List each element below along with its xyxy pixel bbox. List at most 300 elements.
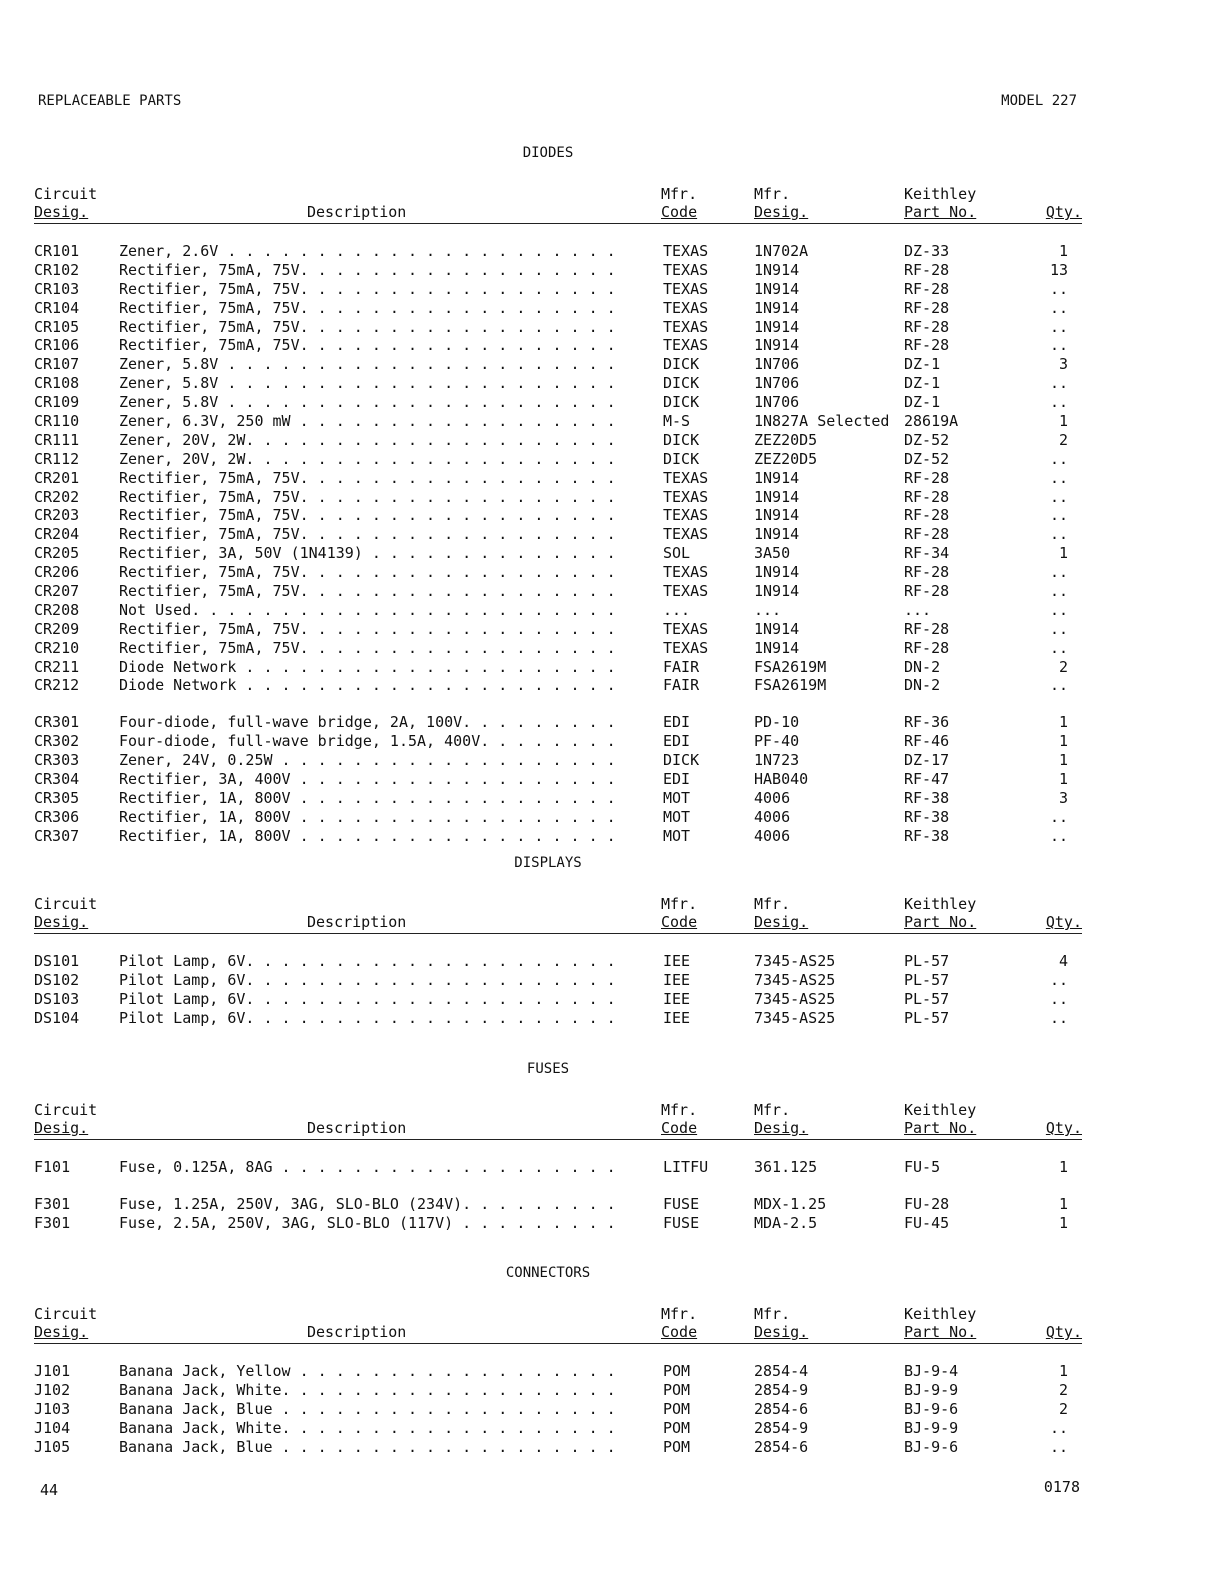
- description: Rectifier, 75mA, 75V. . . .: [119, 582, 614, 601]
- description: Rectifier, 1A, 800V . . .: [119, 827, 614, 846]
- mfr-desig: 2854-4: [754, 1362, 809, 1380]
- header-title: REPLACEABLE PARTS: [38, 93, 182, 109]
- table-row: [34, 751, 1082, 770]
- table-row: [34, 808, 1082, 827]
- table-row: [34, 563, 1082, 582]
- table-row: [34, 450, 1082, 469]
- mfr-desig: 1N914: [754, 506, 800, 525]
- header-qty: Qty.: [1045, 203, 1082, 221]
- keithley-part-no: DZ-1: [904, 355, 941, 374]
- qty: ..: [1049, 619, 1068, 638]
- circuit-desig: CR109: [34, 393, 80, 412]
- header-mfr-desig-line2: Desig.: [754, 1119, 809, 1137]
- table-row: [34, 639, 1082, 658]
- circuit-desig: CR209: [34, 619, 80, 638]
- mfr-code: LITFU: [663, 1158, 709, 1176]
- keithley-part-no: DZ-52: [904, 430, 950, 449]
- mfr-desig: 3A50: [754, 544, 791, 563]
- mfr-code: TEXAS: [663, 487, 709, 506]
- mfr-code: TEXAS: [663, 525, 709, 544]
- header-mfr-code: [661, 185, 697, 221]
- qty: ..: [1049, 970, 1068, 989]
- description: Banana Jack, Blue . . .: [119, 1438, 614, 1457]
- mfr-desig: 2854-6: [754, 1437, 809, 1456]
- keithley-part-no: DZ-33: [904, 242, 950, 260]
- description: Fuse, 2.5A, 250V, 3AG, SLO-BLO (117V) . . .: [119, 1214, 614, 1233]
- parts-rows: [34, 1158, 1082, 1233]
- table-row: [34, 789, 1082, 808]
- description: Rectifier, 3A, 400V . . .: [119, 770, 614, 789]
- mfr-code: POM: [663, 1362, 691, 1380]
- circuit-desig: CR212: [34, 676, 80, 695]
- qty: 13: [1049, 260, 1068, 279]
- mfr-desig: 1N706: [754, 355, 800, 374]
- page-header: [38, 93, 1077, 113]
- mfr-code: DICK: [663, 751, 700, 770]
- table-row: [34, 676, 1082, 695]
- mfr-desig: 2854-9: [754, 1380, 809, 1399]
- table-row: [34, 952, 1082, 971]
- qty: ..: [1049, 487, 1068, 506]
- qty: ..: [1049, 506, 1068, 525]
- keithley-part-no: BJ-9-6: [904, 1437, 959, 1456]
- keithley-part-no: 28619A: [904, 412, 959, 431]
- description: Rectifier, 75mA, 75V. . . .: [119, 620, 614, 639]
- header-keithley-part: [904, 1305, 976, 1341]
- header-mfr-desig-line1: Mfr.: [754, 895, 791, 913]
- description: Rectifier, 75mA, 75V. . . .: [119, 469, 614, 488]
- keithley-part-no: DZ-1: [904, 374, 941, 393]
- mfr-code: SOL: [663, 544, 691, 563]
- table-row: [34, 582, 1082, 601]
- circuit-desig: DS101: [34, 952, 80, 970]
- mfr-desig: 1N914: [754, 487, 800, 506]
- keithley-part-no: BJ-9-4: [904, 1362, 959, 1380]
- header-keithley-part-line2: Part No.: [904, 1323, 977, 1341]
- mfr-desig: 1N914: [754, 563, 800, 582]
- keithley-part-no: DN-2: [904, 676, 941, 695]
- circuit-desig: J101: [34, 1362, 71, 1380]
- mfr-code: FAIR: [663, 657, 700, 676]
- mfr-desig: PF-40: [754, 732, 800, 751]
- parts-rows: [34, 1362, 1082, 1456]
- table-row: [34, 1158, 1082, 1177]
- mfr-code: TEXAS: [663, 638, 709, 657]
- header-qty: Qty.: [1045, 1119, 1082, 1137]
- mfr-code: TEXAS: [663, 317, 709, 336]
- header-mfr-desig: [754, 185, 808, 221]
- mfr-code: FUSE: [663, 1213, 700, 1232]
- table-row: [34, 770, 1082, 789]
- circuit-desig: J103: [34, 1399, 71, 1418]
- mfr-desig: 1N706: [754, 393, 800, 412]
- header-circuit-desig-line2: Desig.: [34, 1119, 89, 1137]
- qty: ..: [1049, 676, 1068, 695]
- header-mfr-desig-line2: Desig.: [754, 913, 809, 931]
- description: Rectifier, 75mA, 75V. . . .: [119, 639, 614, 658]
- keithley-part-no: DN-2: [904, 657, 941, 676]
- header-description: Description: [307, 203, 407, 221]
- mfr-code: TEXAS: [663, 506, 709, 525]
- keithley-part-no: RF-28: [904, 525, 950, 544]
- mfr-code: TEXAS: [663, 468, 709, 487]
- mfr-code: TEXAS: [663, 619, 709, 638]
- table-row: [34, 544, 1082, 563]
- description: Pilot Lamp, 6V. . . .: [119, 952, 614, 971]
- mfr-desig: 1N914: [754, 279, 800, 298]
- table-row: [34, 412, 1082, 431]
- table-row: [34, 827, 1082, 846]
- header-description: Description: [307, 913, 407, 931]
- description: Fuse, 1.25A, 250V, 3AG, SLO-BLO (234V). . . .: [119, 1195, 614, 1214]
- keithley-part-no: RF-46: [904, 732, 950, 751]
- description: Banana Jack, White. . . .: [119, 1381, 614, 1400]
- description: Rectifier, 75mA, 75V. . . .: [119, 506, 614, 525]
- header-circuit-desig: [34, 895, 97, 931]
- keithley-part-no: RF-38: [904, 826, 950, 845]
- qty: 1: [1058, 544, 1068, 563]
- qty: 2: [1058, 657, 1068, 676]
- keithley-part-no: RF-28: [904, 638, 950, 657]
- description: Rectifier, 75mA, 75V. . . .: [119, 525, 614, 544]
- header-mfr-desig-line2: Desig.: [754, 203, 809, 221]
- table-row: [34, 1009, 1082, 1028]
- circuit-desig: CR101: [34, 242, 80, 260]
- header-mfr-code: [661, 895, 697, 931]
- connectors-section: [34, 1265, 1082, 1456]
- description: Rectifier, 75mA, 75V. . . .: [119, 318, 614, 337]
- qty: 1: [1058, 412, 1068, 431]
- circuit-desig: CR307: [34, 826, 80, 845]
- circuit-desig: CR305: [34, 788, 80, 807]
- qty: 1: [1058, 1194, 1068, 1213]
- header-mfr-code-line1: Mfr.: [661, 1101, 698, 1119]
- header-circuit-desig: [34, 1305, 97, 1341]
- table-row: [34, 318, 1082, 337]
- description: Zener, 24V, 0.25W . . .: [119, 751, 614, 770]
- circuit-desig: CR207: [34, 582, 80, 601]
- description: Four-diode, full-wave bridge, 1.5A, 400V. . . .: [119, 732, 614, 751]
- mfr-code: DICK: [663, 393, 700, 412]
- mfr-code: EDI: [663, 770, 691, 789]
- keithley-part-no: RF-28: [904, 506, 950, 525]
- keithley-part-no: RF-28: [904, 582, 950, 601]
- mfr-code: EDI: [663, 732, 691, 751]
- circuit-desig: CR108: [34, 374, 80, 393]
- qty: ..: [1049, 600, 1068, 619]
- description: Pilot Lamp, 6V. . . .: [119, 1009, 614, 1028]
- table-row: [34, 1381, 1082, 1400]
- keithley-part-no: DZ-1: [904, 393, 941, 412]
- description: Zener, 20V, 2W. . . .: [119, 450, 614, 469]
- circuit-desig: CR210: [34, 638, 80, 657]
- mfr-code: POM: [663, 1437, 691, 1456]
- mfr-code: EDI: [663, 713, 691, 732]
- description: Zener, 5.8V . . .: [119, 355, 614, 374]
- circuit-desig: CR104: [34, 298, 80, 317]
- mfr-desig: 4006: [754, 788, 791, 807]
- header-mfr-desig-line2: Desig.: [754, 1323, 809, 1341]
- mfr-desig: 2854-9: [754, 1418, 809, 1437]
- mfr-desig: 1N914: [754, 525, 800, 544]
- table-row: [34, 1214, 1082, 1233]
- header-keithley-part-line2: Part No.: [904, 1119, 977, 1137]
- keithley-part-no: RF-28: [904, 279, 950, 298]
- description: Rectifier, 75mA, 75V. . . .: [119, 299, 614, 318]
- qty: ..: [1049, 525, 1068, 544]
- mfr-desig: 1N723: [754, 751, 800, 770]
- header-qty: Qty.: [1045, 1323, 1082, 1341]
- keithley-part-no: ...: [904, 600, 932, 619]
- qty: ..: [1049, 826, 1068, 845]
- circuit-desig: CR112: [34, 449, 80, 468]
- qty: ..: [1049, 582, 1068, 601]
- description: Rectifier, 3A, 50V (1N4139) . . .: [119, 544, 614, 563]
- keithley-part-no: RF-28: [904, 563, 950, 582]
- circuit-desig: CR110: [34, 412, 80, 431]
- circuit-desig: CR203: [34, 506, 80, 525]
- keithley-part-no: RF-28: [904, 260, 950, 279]
- mfr-code: IEE: [663, 952, 691, 970]
- header-description: Description: [307, 1119, 407, 1137]
- keithley-part-no: RF-28: [904, 336, 950, 355]
- description: Rectifier, 75mA, 75V. . . .: [119, 488, 614, 507]
- qty: ..: [1049, 1008, 1068, 1027]
- header-keithley-part-line1: Keithley: [904, 185, 977, 203]
- mfr-desig: 361.125: [754, 1158, 818, 1176]
- qty: 3: [1058, 355, 1068, 374]
- circuit-desig: CR301: [34, 713, 80, 732]
- header-mfr-code-line1: Mfr.: [661, 185, 698, 203]
- mfr-desig: 1N914: [754, 638, 800, 657]
- header-circuit-desig: [34, 185, 97, 221]
- keithley-part-no: DZ-17: [904, 751, 950, 770]
- page-code: 0178: [1043, 1478, 1080, 1496]
- circuit-desig: CR211: [34, 657, 80, 676]
- description: Pilot Lamp, 6V. . . .: [119, 971, 614, 990]
- description: Four-diode, full-wave bridge, 2A, 100V. . . .: [119, 713, 614, 732]
- header-keithley-part: [904, 1101, 976, 1137]
- mfr-desig: FSA2619M: [754, 676, 827, 695]
- circuit-desig: DS103: [34, 989, 80, 1008]
- keithley-part-no: PL-57: [904, 1008, 950, 1027]
- header-keithley-part-line1: Keithley: [904, 1101, 977, 1119]
- mfr-code: M-S: [663, 412, 691, 431]
- mfr-code: TEXAS: [663, 242, 709, 260]
- header-keithley-part-line1: Keithley: [904, 895, 977, 913]
- keithley-part-no: FU-28: [904, 1194, 950, 1213]
- mfr-desig: 1N702A: [754, 242, 809, 260]
- mfr-desig: ZEZ20D5: [754, 449, 818, 468]
- circuit-desig: CR208: [34, 600, 80, 619]
- header-circuit-desig-line1: Circuit: [34, 1101, 98, 1119]
- section-title: DISPLAYS: [514, 855, 582, 871]
- header-mfr-desig: [754, 1101, 808, 1137]
- header-keithley-part-line2: Part No.: [904, 203, 977, 221]
- column-headers: [34, 1303, 1082, 1344]
- keithley-part-no: BJ-9-9: [904, 1418, 959, 1437]
- circuit-desig: CR304: [34, 770, 80, 789]
- qty: ..: [1049, 298, 1068, 317]
- section-title: DIODES: [522, 145, 574, 161]
- mfr-desig: 1N914: [754, 468, 800, 487]
- keithley-part-no: RF-38: [904, 807, 950, 826]
- keithley-part-no: RF-38: [904, 788, 950, 807]
- circuit-desig: CR103: [34, 279, 80, 298]
- qty: ..: [1049, 449, 1068, 468]
- circuit-desig: CR201: [34, 468, 80, 487]
- table-row: [34, 336, 1082, 355]
- mfr-desig: 1N827A Selected: [754, 412, 890, 431]
- table-row: [34, 601, 1082, 620]
- mfr-desig: 7345-AS25: [754, 952, 836, 970]
- qty: 1: [1058, 1213, 1068, 1232]
- mfr-code: MOT: [663, 826, 691, 845]
- header-qty: Qty.: [1045, 913, 1082, 931]
- qty: 2: [1058, 430, 1068, 449]
- mfr-desig: MDA-2.5: [754, 1213, 818, 1232]
- fuses-section: [34, 1061, 1082, 1233]
- table-row: [34, 431, 1082, 450]
- circuit-desig: DS104: [34, 1008, 80, 1027]
- mfr-desig: 1N914: [754, 298, 800, 317]
- table-row: [34, 242, 1082, 261]
- description: Diode Network . . .: [119, 658, 614, 677]
- keithley-part-no: BJ-9-9: [904, 1380, 959, 1399]
- mfr-desig: ZEZ20D5: [754, 430, 818, 449]
- table-row: [34, 971, 1082, 990]
- description: Zener, 5.8V . . .: [119, 374, 614, 393]
- mfr-desig: 1N914: [754, 260, 800, 279]
- circuit-desig: DS102: [34, 970, 80, 989]
- header-circuit-desig-line2: Desig.: [34, 913, 89, 931]
- circuit-desig: CR102: [34, 260, 80, 279]
- keithley-part-no: RF-36: [904, 713, 950, 732]
- qty: ..: [1049, 393, 1068, 412]
- displays-section: [34, 855, 1082, 1028]
- qty: ..: [1049, 563, 1068, 582]
- circuit-desig: F301: [34, 1213, 71, 1232]
- keithley-part-no: FU-45: [904, 1213, 950, 1232]
- qty: ..: [1049, 279, 1068, 298]
- table-row: [34, 355, 1082, 374]
- table-row: [34, 506, 1082, 525]
- header-keithley-part-line2: Part No.: [904, 913, 977, 931]
- table-row: [34, 488, 1082, 507]
- column-headers: [34, 183, 1082, 224]
- mfr-code: DICK: [663, 355, 700, 374]
- header-mfr-code-line2: Code: [661, 1119, 698, 1137]
- header-mfr-code-line1: Mfr.: [661, 1305, 698, 1323]
- mfr-desig: HAB040: [754, 770, 809, 789]
- keithley-part-no: PL-57: [904, 989, 950, 1008]
- section-title: CONNECTORS: [505, 1265, 591, 1281]
- mfr-code: POM: [663, 1399, 691, 1418]
- circuit-desig: CR302: [34, 732, 80, 751]
- mfr-code: ...: [663, 600, 691, 619]
- description: Rectifier, 75mA, 75V. . . .: [119, 280, 614, 299]
- table-row: [34, 732, 1082, 751]
- mfr-code: IEE: [663, 1008, 691, 1027]
- header-circuit-desig-line2: Desig.: [34, 1323, 89, 1341]
- keithley-part-no: BJ-9-6: [904, 1399, 959, 1418]
- header-mfr-desig: [754, 1305, 808, 1341]
- header-circuit-desig-line2: Desig.: [34, 203, 89, 221]
- keithley-part-no: RF-34: [904, 544, 950, 563]
- section-title: FUSES: [526, 1061, 570, 1077]
- circuit-desig: CR206: [34, 563, 80, 582]
- circuit-desig: CR204: [34, 525, 80, 544]
- qty: ..: [1049, 807, 1068, 826]
- keithley-part-no: RF-28: [904, 298, 950, 317]
- mfr-desig: 7345-AS25: [754, 989, 836, 1008]
- header-mfr-code: [661, 1305, 697, 1341]
- mfr-desig: FSA2619M: [754, 657, 827, 676]
- mfr-desig: PD-10: [754, 713, 800, 732]
- header-circuit-desig-line1: Circuit: [34, 895, 98, 913]
- mfr-desig: 1N914: [754, 582, 800, 601]
- description: Rectifier, 1A, 800V . . .: [119, 789, 614, 808]
- circuit-desig: CR106: [34, 336, 80, 355]
- mfr-desig: 4006: [754, 807, 791, 826]
- circuit-desig: J105: [34, 1437, 71, 1456]
- qty: ..: [1049, 336, 1068, 355]
- mfr-code: POM: [663, 1380, 691, 1399]
- keithley-part-no: FU-5: [904, 1158, 941, 1176]
- description: Pilot Lamp, 6V. . . .: [119, 990, 614, 1009]
- keithley-part-no: RF-47: [904, 770, 950, 789]
- header-mfr-code-line2: Code: [661, 1323, 698, 1341]
- qty: 3: [1058, 788, 1068, 807]
- circuit-desig: F101: [34, 1158, 71, 1176]
- qty: ..: [1049, 989, 1068, 1008]
- description: Zener, 20V, 2W. . . .: [119, 431, 614, 450]
- mfr-code: FUSE: [663, 1194, 700, 1213]
- keithley-part-no: RF-28: [904, 468, 950, 487]
- description: Zener, 6.3V, 250 mW . . .: [119, 412, 614, 431]
- header-keithley-part-line1: Keithley: [904, 1305, 977, 1323]
- qty: 1: [1058, 751, 1068, 770]
- header-mfr-desig-line1: Mfr.: [754, 1101, 791, 1119]
- mfr-desig: 1N914: [754, 619, 800, 638]
- description: Rectifier, 1A, 800V . . .: [119, 808, 614, 827]
- keithley-part-no: PL-57: [904, 952, 950, 970]
- qty: 1: [1058, 1362, 1068, 1380]
- mfr-code: DICK: [663, 449, 700, 468]
- description: Banana Jack, Yellow . . .: [119, 1362, 614, 1381]
- mfr-code: DICK: [663, 374, 700, 393]
- mfr-desig: 7345-AS25: [754, 1008, 836, 1027]
- table-row: [34, 374, 1082, 393]
- qty: 1: [1058, 770, 1068, 789]
- keithley-part-no: RF-28: [904, 487, 950, 506]
- table-row: [34, 299, 1082, 318]
- group-spacer: [34, 695, 1082, 713]
- table-row: [34, 280, 1082, 299]
- description: Diode Network . . .: [119, 676, 614, 695]
- circuit-desig: CR107: [34, 355, 80, 374]
- qty: 4: [1058, 952, 1068, 970]
- mfr-desig: 1N914: [754, 317, 800, 336]
- keithley-part-no: RF-28: [904, 619, 950, 638]
- qty: ..: [1049, 468, 1068, 487]
- column-headers: [34, 893, 1082, 934]
- mfr-code: TEXAS: [663, 582, 709, 601]
- mfr-code: IEE: [663, 989, 691, 1008]
- table-row: [34, 1438, 1082, 1457]
- description: Fuse, 0.125A, 8AG . . .: [119, 1158, 614, 1177]
- header-circuit-desig-line1: Circuit: [34, 185, 98, 203]
